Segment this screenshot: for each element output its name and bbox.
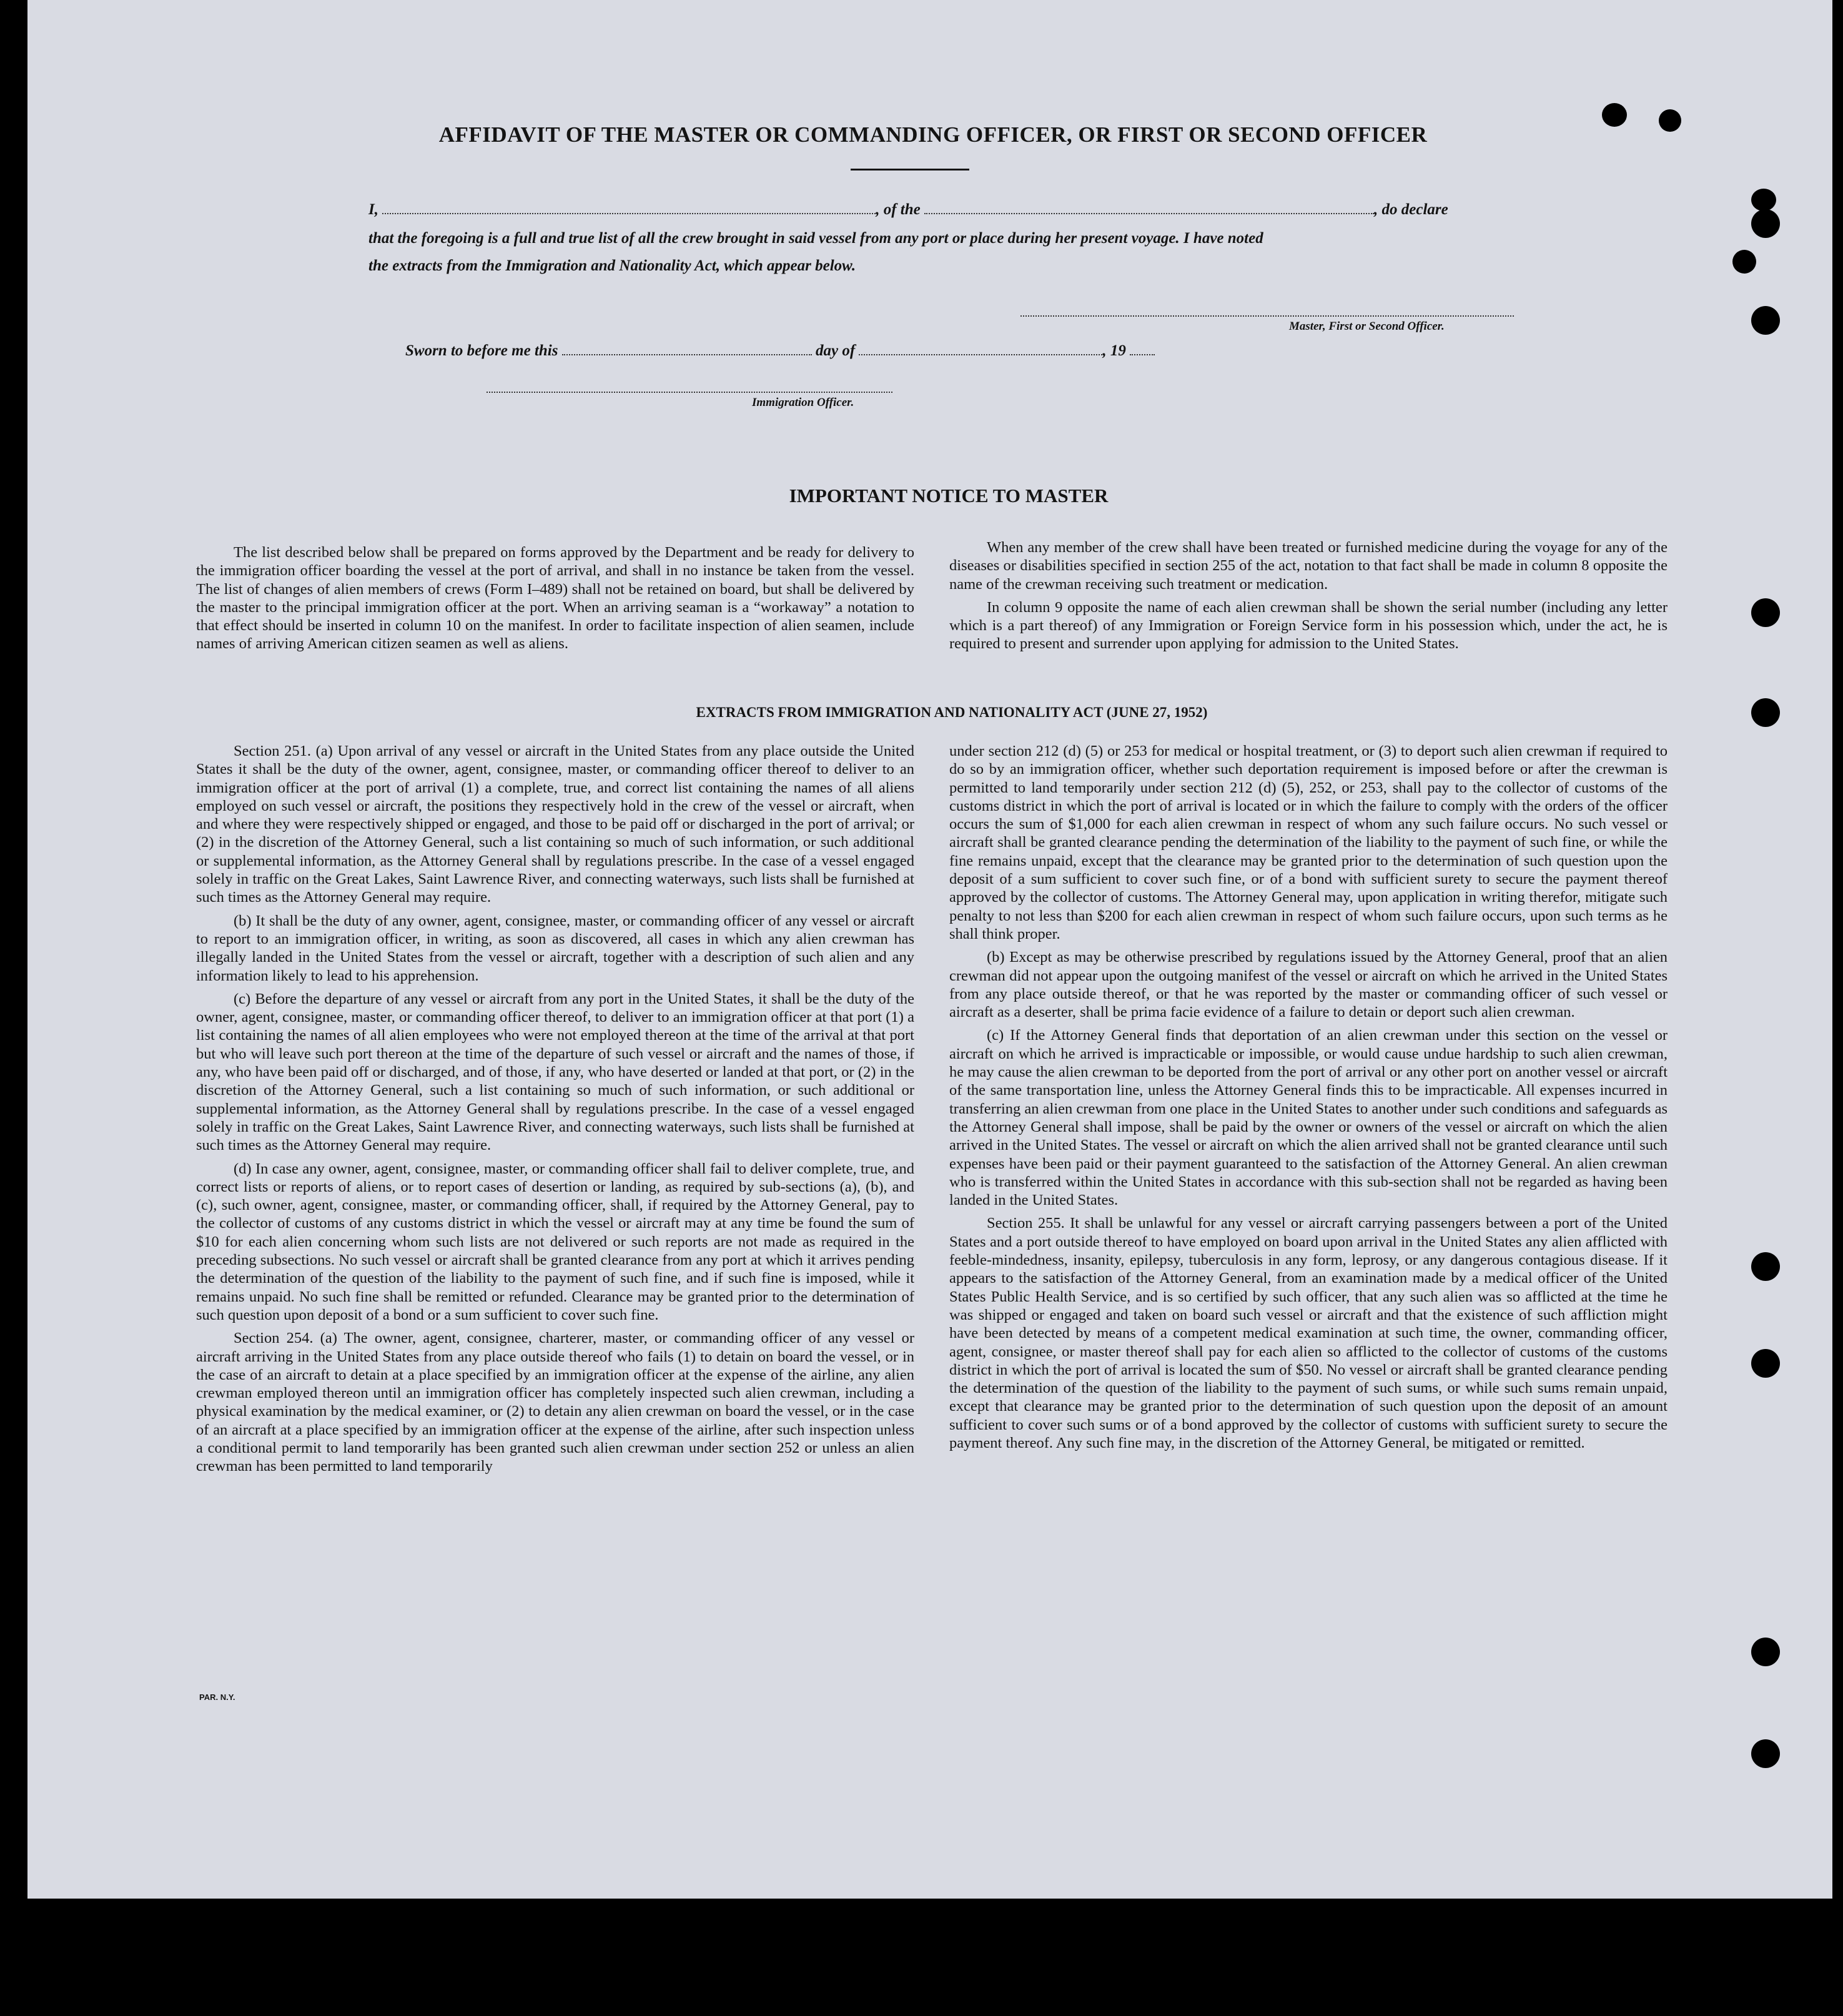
punch-hole bbox=[1751, 306, 1780, 335]
punch-hole bbox=[1751, 209, 1780, 238]
declaration-text-3: the extracts from the Immigration and Nationality Act, which appear below. bbox=[368, 257, 856, 274]
declarant-prefix: I, bbox=[368, 201, 378, 218]
punch-hole bbox=[1732, 250, 1756, 274]
punch-hole bbox=[1602, 103, 1627, 127]
notice-paragraph: When any member of the crew shall have been treated or furnished medicine during the voyage for any of the diseases or disabilities specified in section 255 of the act, notation to that fact shall be made in column 8 opposite the name of the crewman receiving such treatment or medication. bbox=[949, 539, 1668, 593]
extracts-left-column bbox=[196, 742, 914, 1476]
punch-hole bbox=[1751, 598, 1780, 627]
section-254c: (c) If the Attorney General finds that deportation of an alien crewman under this section on the vessel or aircraft on which he arrived is impracticable or impossible, or would cause undue hardship to such alien crewman, he may cause the alien crewman to be deported from the port of arrival or any other port on another vessel or aircraft of the same transportation line, unless the Attorney General finds this to be impracticable. All expenses incurred in transferring an alien crewman from one place in the United States to another under such conditions and safeguards as the Attorney General shall impose, shall be paid by the owner or owners of the vessel or aircraft on which the alien arrived in the United States. The vessel or aircraft on which the alien arrived shall not be granted clearance until such expenses have been paid or their payment guaranteed to the satisfaction of the Attorney General. An alien crewman who is transferred within the United States in accordance with this sub-section shall not be regarded as having been landed in the United States. bbox=[949, 1027, 1668, 1209]
form-page bbox=[27, 0, 1832, 1899]
extracts-right-column bbox=[949, 742, 1668, 1452]
sworn-year-field[interactable] bbox=[1130, 343, 1155, 355]
affidavit-title: AFFIDAVIT OF THE MASTER OR COMMANDING OFFICER, OR FIRST OR SECOND OFFICER bbox=[438, 122, 1428, 147]
of-the-label: , of the bbox=[876, 201, 921, 218]
section-255: Section 255. It shall be unlawful for any vessel or aircraft carrying passengers between a port of the United States and a port outside thereof to have employed on board upon arrival in the United States any alien afflicted with feeble-mindedness, insanity, epilepsy, tuberculosis in any form, leprosy, or any dangerous contagious disease. If it appears to the satisfaction of the Attorney General, from an examination made by a medical officer of the United States Public Health Service, and is so certified by such officer, that any such alien was so afflicted at the time he was shipped or engaged and taken on board such vessel or aircraft and that the existence of such affliction might have been detected by means of a competent medical examination at such time, the owner, commanding officer, agent, consignee, or master thereof shall pay for each alien so afflicted to the collector of customs of the customs district in which the port of arrival is located the sum of $50. No vessel or aircraft shall be granted clearance pending the determination of the question of the liability to the payment of such sums, or while such sums remain unpaid, except that clearance may be granted prior to the determination of such question upon the deposit of an amount sufficient to cover such sums or of a bond approved by the collector of customs with sufficient surety to secure the payment thereof. Any such fine may, in the discretion of the Attorney General, be mitigated or remitted. bbox=[949, 1215, 1668, 1451]
punch-hole bbox=[1751, 1739, 1780, 1768]
section-251d: (d) In case any owner, agent, consignee, master, or commanding officer shall fail to deliver complete, true, and correct lists or reports of aliens, or to report cases of desertion or landing, as required by sub-sections (a), (b), and (c), such owner, agent, consignee, master, or commanding officer, shall, if required by the Attorney General, pay to the collector of customs of any customs district in which the vessel or aircraft may at any time be found the sum of $10 for each alien concerning whom such lists are not delivered or such reports are not made as required in the preceding subsections. No such vessel or aircraft shall be granted clearance from any port at which it arrives pending the determination of the question of the liability to the payment of such fine, and if such fine is imposed, while it remains unpaid. No such fine shall be remitted or refunded. Clearance may be granted prior to the determination of such question upon deposit of a bond or a sum sufficient to cover such fine. bbox=[196, 1160, 914, 1323]
declaration-text-2: that the foregoing is a full and true list of all the crew brought in said vessel from any port or place during her present voyage. I have noted bbox=[368, 230, 1263, 247]
notice-paragraph: The list described below shall be prepared on forms approved by the Department and be ready for delivery to the immigration officer boarding the vessel at the port of arrival, and shall in no instance be taken from the vessel. The list of changes of alien members of crews (Form I–489) shall not be retained on board, but shall be delivered by the master to the principal immigration officer at the port. When an arriving seaman is a “workaway” a notation to that effect should be inserted in column 10 on the manifest. In order to facilitate inspection of alien seamen, include names of arriving American citizen seamen as well as aliens. bbox=[196, 544, 914, 653]
section-254b: (b) Except as may be otherwise prescribed by regulations issued by the Attorney General, proof that an alien crewman did not appear upon the outgoing manifest of the vessel or aircraft on which he arrived in the United States from any place outside thereof, or that he was reported by the master or commanding officer of such vessel or aircraft as a deserter, shall be prima facie evidence of a failure to detain or deport such alien crewman. bbox=[949, 949, 1668, 1021]
notice-title: IMPORTANT NOTICE TO MASTER bbox=[789, 485, 1109, 506]
immigration-officer-label: Immigration Officer. bbox=[752, 396, 854, 409]
punch-hole bbox=[1659, 109, 1681, 132]
printer-mark: PAR. N.Y. bbox=[199, 1692, 235, 1702]
punch-hole bbox=[1751, 1252, 1780, 1281]
punch-hole bbox=[1751, 698, 1780, 727]
notice-paragraph: In column 9 opposite the name of each alien crewman shall be shown the serial number (including any letter which is a part thereof) of any Immigration or Foreign Service form in his possession which, under the act, he is required to present and surrender upon applying for admission to the United States. bbox=[949, 598, 1668, 653]
section-251c: (c) Before the departure of any vessel or aircraft from any port in the United States, it shall be the duty of the owner, agent, consignee, master, or commanding officer thereof, to deliver to an immigration officer at that port (1) a list containing the names of all alien employees who were not employed thereon at the time of the arrival at that port but who will leave such port thereon at the time of the departure of such vessel or aircraft and the names of those, if any, who have been paid off or discharged, and of those, if any, who have deserted or landed at that port, or (2) in the discretion of the Attorney General, such a list containing so much of such information, or such additional or supplemental information, as the Attorney General shall by regulations prescribe. In the case of a vessel engaged solely in traffic on the Great Lakes, Saint Lawrence River, and connecting waterways, such lists shall be furnished at such times as the Attorney General may require. bbox=[196, 990, 914, 1154]
do-declare-label: , do declare bbox=[1374, 201, 1448, 218]
year-prefix: , 19 bbox=[1102, 342, 1126, 359]
sworn-prefix: Sworn to before me this bbox=[405, 342, 558, 359]
officer-signature-field[interactable] bbox=[1020, 314, 1514, 317]
day-of-label: day of bbox=[815, 342, 856, 359]
section-251b: (b) It shall be the duty of any owner, agent, consignee, master, or commanding officer of any vessel or aircraft to report to an immigration officer, in writing, as soon as discovered, all cases in which any alien crewman has illegally landed in the United States from the vessel or aircraft, together with a description of such alien and any information likely to lead to his apprehension. bbox=[196, 912, 914, 984]
sworn-line bbox=[405, 342, 1155, 360]
notice-right-column bbox=[949, 538, 1668, 653]
officer-signature-label: Master, First or Second Officer. bbox=[1289, 320, 1445, 333]
punch-hole bbox=[1751, 1349, 1780, 1378]
immigration-officer-signature-field[interactable] bbox=[487, 390, 892, 393]
section-254a-continued: under section 212 (d) (5) or 253 for medical or hospital treatment, or (3) to deport such alien crewman if required to do so by an immigration officer, whether such deportation requirement is imposed before or after the crewman is permitted to land temporarily under section 212 (d) (5), 252, or 253, shall pay to the collector of customs of the customs district in which the port of arrival is located or in which the failure to comply with the orders of the officer occurs the sum of $1,000 for each alien crewman in respect of whom any such failure occurs. No such vessel or aircraft shall be granted clearance pending the determination of the liability to the payment of such fine, or while the fine remains unpaid, except that the clearance may be granted prior to the determination of such question upon the deposit of a sum sufficient to cover such fine, or of a bond with sufficient surety to secure the payment thereof approved by the collector of customs. The Attorney General may, upon application in writing therefor, mitigate such penalty to not less than $200 for each alien crewman in respect of whom such failure occurs, upon such terms as he shall think proper. bbox=[949, 743, 1668, 942]
sworn-day-field[interactable] bbox=[562, 343, 812, 355]
declarant-name-field[interactable] bbox=[382, 202, 876, 214]
section-251a: Section 251. (a) Upon arrival of any vessel or aircraft in the United States from any place outside the United States it shall be the duty of the owner, agent, consignee, master, or commanding officer thereof to deliver to an immigration officer at the port of arrival (1) a complete, true, and correct list containing the names of all aliens employed on such vessel or aircraft, the positions they respectively hold in the crew of the vessel or aircraft, when and where they were respectively shipped or engaged, and those to be paid off or discharged in the port of arrival; or (2) in the discretion of the Attorney General, such a list containing so much of such information, or such additional or supplemental information, as the Attorney General shall by regulations prescribe. In the case of a vessel engaged solely in traffic on the Great Lakes, Saint Lawrence River, and connecting waterways, such lists shall be furnished at such times as the Attorney General may require. bbox=[196, 743, 914, 906]
vessel-name-field[interactable] bbox=[924, 202, 1374, 214]
extracts-title: EXTRACTS FROM IMMIGRATION AND NATIONALITY ACT (JUNE 27, 1952) bbox=[696, 704, 1208, 720]
notice-left-column bbox=[196, 543, 914, 653]
punch-hole bbox=[1751, 189, 1776, 211]
punch-hole bbox=[1751, 1638, 1780, 1666]
declaration-line bbox=[368, 201, 1448, 219]
section-254a: Section 254. (a) The owner, agent, consignee, charterer, master, or commanding officer of any vessel or aircraft arriving in the United States from any place outside thereof who fails (1) to detain on board the vessel, or in the case of an aircraft to detain at a place specified by an immigration officer at the expense of the airline, any alien crewman employed thereon until an immigration officer has completely inspected such alien crewman, including a physical examination by the medical examiner, or (2) to detain any alien crewman on board the vessel, or in the case of an aircraft at a place specified by an immigration officer at the expense of the airline, after such inspection unless a conditional permit to land temporarily has been granted such alien crewman under section 252 or unless an alien crewman has been permitted to land temporarily bbox=[196, 1330, 914, 1475]
title-divider bbox=[851, 169, 969, 170]
sworn-month-field[interactable] bbox=[859, 343, 1102, 355]
